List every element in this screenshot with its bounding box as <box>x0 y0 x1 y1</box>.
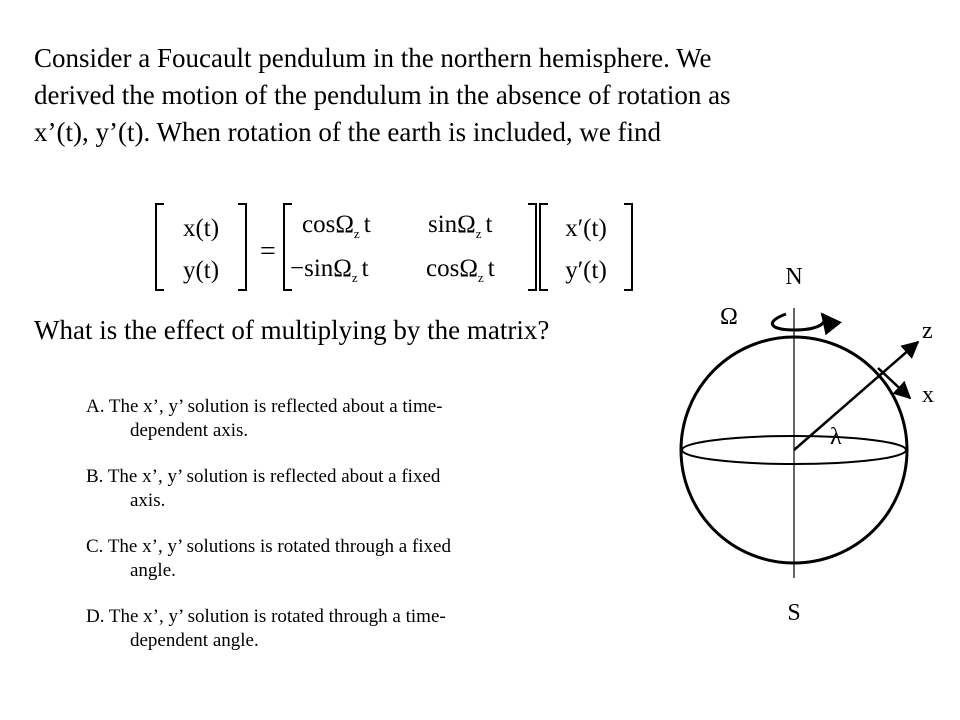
rhs-y-prime: y′(t) <box>565 257 607 284</box>
intro-line-1: Consider a Foucault pendulum in the northern hemisphere. We <box>34 43 712 73</box>
lhs-x: x(t) <box>182 215 220 242</box>
option-a-line2: dependent axis. <box>130 420 249 441</box>
option-c-line2: angle. <box>130 560 176 581</box>
option-a[interactable] <box>86 395 626 443</box>
lambda-label: λ <box>830 424 842 450</box>
north-label: N <box>785 264 803 290</box>
matrix-r2c1: −sinΩ$_z$ t <box>290 255 369 285</box>
answer-options <box>86 395 626 675</box>
rotation-arrow <box>772 314 824 330</box>
x-axis-arrow <box>878 368 910 398</box>
rhs-x-prime: x′(t) <box>565 215 607 242</box>
matrix-r1c1: cosΩ$_z$ t <box>302 211 371 241</box>
intro-paragraph <box>34 40 914 151</box>
option-d-line1: D. The x’, y’ solution is rotated through a time- <box>86 606 446 627</box>
lhs-y: y(t) <box>182 257 220 284</box>
z-axis-arrow <box>794 342 918 450</box>
equals-sign: = <box>260 236 276 267</box>
matrix-r2c2: cosΩ$_z$ t <box>426 255 495 285</box>
lhs-left-bracket <box>156 204 164 290</box>
option-c-line1: C. The x’, y’ solutions is rotated through a fixed <box>86 536 451 557</box>
option-d-line2: dependent angle. <box>130 630 259 651</box>
lhs-right-bracket <box>238 204 246 290</box>
rhs-right-bracket <box>624 204 632 290</box>
intro-line-2: derived the motion of the pendulum in the absence of rotation as <box>34 80 731 110</box>
question-text: What is the effect of multiplying by the matrix? <box>34 315 550 345</box>
matrix-right-bracket <box>528 204 536 290</box>
south-label: S <box>787 600 801 626</box>
earth-diagram <box>660 250 960 650</box>
x-label: x <box>922 382 934 408</box>
option-b[interactable] <box>86 465 626 513</box>
omega-label: Ω <box>720 304 738 330</box>
option-b-line1: B. The x’, y’ solution is reflected about a fixed <box>86 466 441 487</box>
intro-line-3: x’(t), y’(t). When rotation of the earth is included, we find <box>34 117 662 147</box>
z-label: z <box>922 318 933 344</box>
option-a-line1: A. The x’, y’ solution is reflected about a time- <box>86 396 443 417</box>
option-c[interactable] <box>86 535 626 583</box>
matrix-r1c2: sinΩ$_z$ t <box>428 211 493 241</box>
option-b-line2: axis. <box>130 490 166 511</box>
option-d[interactable] <box>86 605 626 653</box>
rhs-left-bracket <box>540 204 548 290</box>
rotation-equation <box>140 192 660 302</box>
